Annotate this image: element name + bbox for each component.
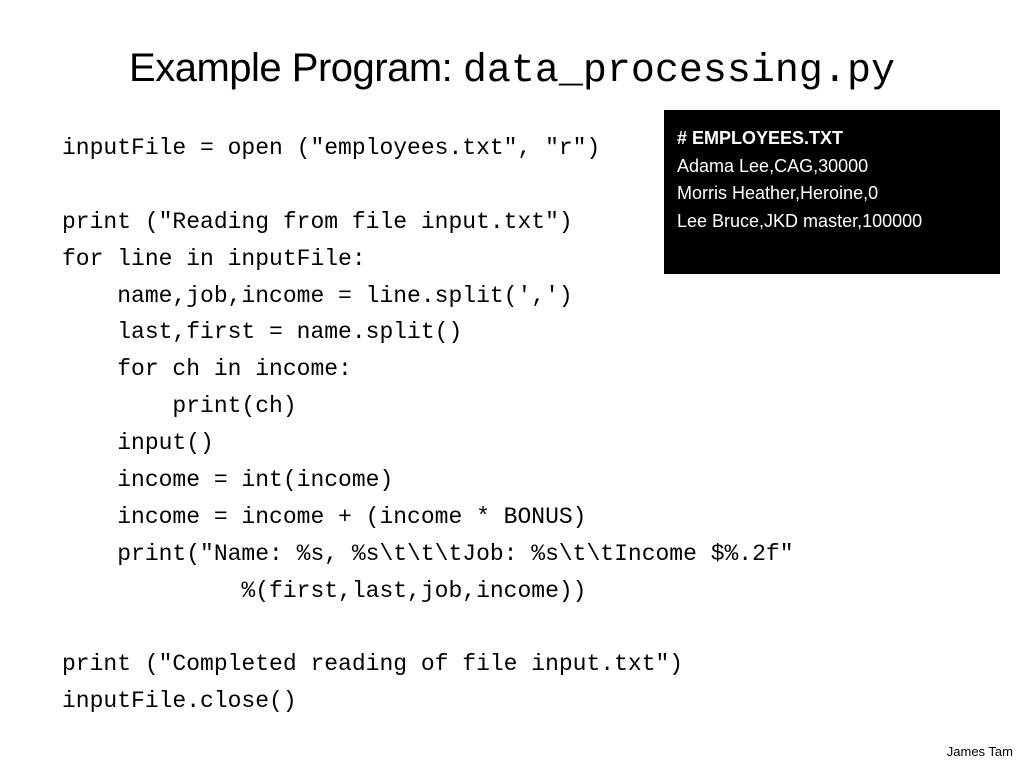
file-box-line: Adama Lee,CAG,30000 [677, 155, 869, 176]
slide-title [0, 40, 1024, 100]
code-line: name,job,income = line.split(',') [62, 282, 573, 309]
code-line: last,first = name.split() [62, 319, 463, 346]
code-line: print("Name: %s, %s\t\t\tJob: %s\t\tIncome $%.2f" [62, 540, 794, 567]
code-line: income = int(income) [62, 467, 394, 494]
code-line: %(first,last,job,income)) [62, 577, 587, 604]
file-box-line: Lee Bruce,JKD master,100000 [677, 210, 923, 231]
code-line: print ("Reading from file input.txt") [62, 208, 573, 235]
file-box-heading: # EMPLOYEES.TXT [677, 128, 844, 148]
code-line [62, 610, 794, 647]
code-line: for ch in income: [62, 356, 352, 383]
footer-author: James Tam [946, 744, 1013, 759]
code-line: inputFile = open ("employees.txt", "r") [62, 135, 601, 161]
file-box-line: Morris Heather,Heroine,0 [677, 183, 879, 203]
code-line: print ("Completed reading of file input.txt") [62, 651, 684, 678]
code-line: for line in inputFile: [62, 245, 366, 272]
code-line: income = income + (income * BONUS) [62, 503, 587, 530]
code-line: print(ch) [62, 393, 297, 420]
code-line: inputFile.close() [62, 688, 297, 715]
employees-file-contents-box [664, 110, 1000, 274]
slide-title-prefix: Example Program: [129, 46, 463, 90]
slide-title-filename: data_processing.py [462, 49, 895, 94]
code-line: input() [62, 430, 214, 457]
